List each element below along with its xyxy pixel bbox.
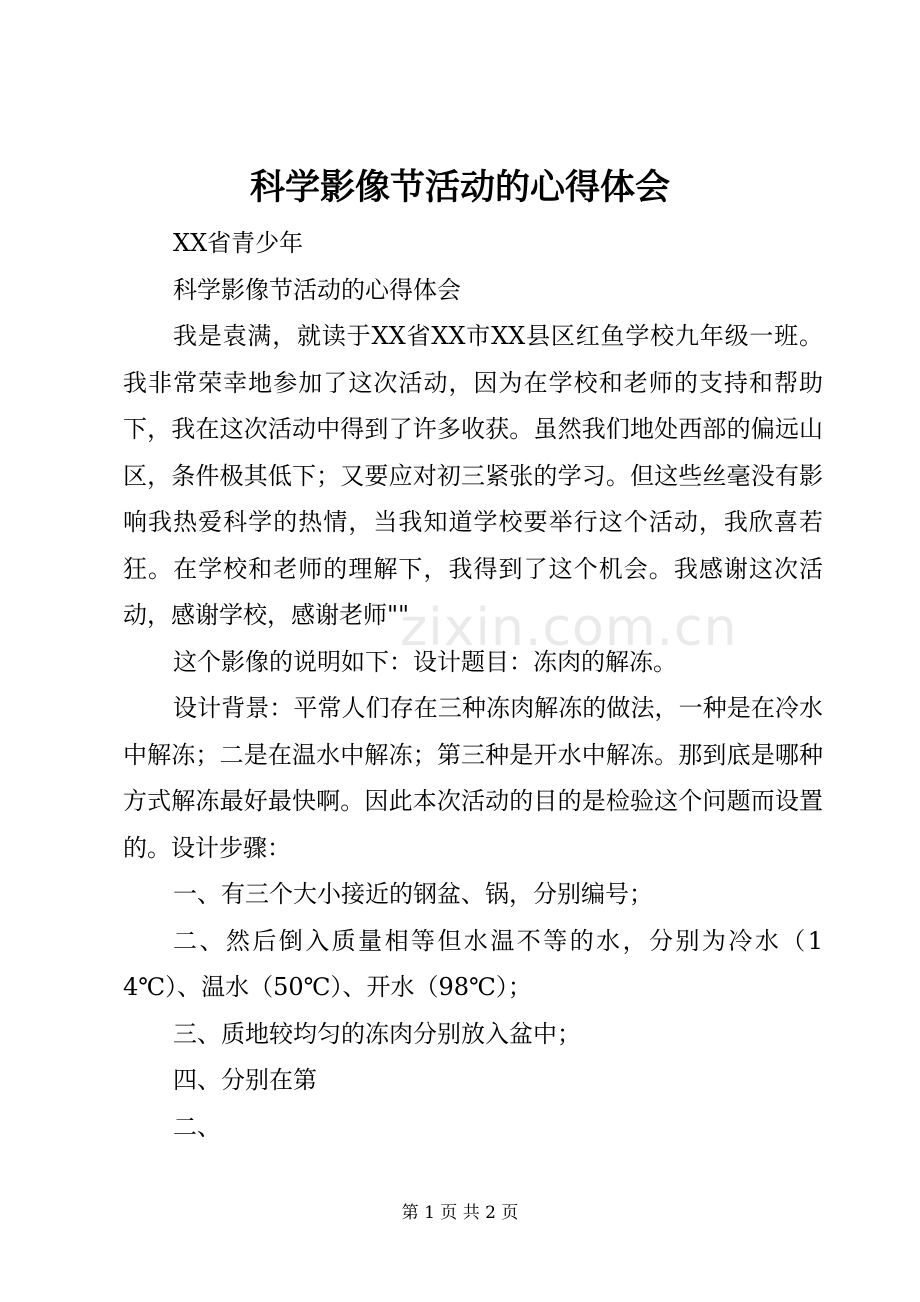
watermark: zixin.com.cn — [400, 598, 738, 658]
paragraph: 设计背景：平常人们存在三种冻肉解冻的做法，一种是在冷水中解冻；二是在温水中解冻；第三种是开水中解冻。那到底是哪种方式解冻最好最快啊。因此本次活动的目的是检验这个问题而设置的。设计步骤： — [123, 694, 823, 862]
paragraph: 三、质地较均匀的冻肉分别放入盆中； — [173, 1019, 581, 1048]
paragraph: XX省青少年 — [173, 229, 304, 257]
paragraph: 科学影像节活动的心得体会 — [173, 275, 461, 304]
document-body — [123, 220, 823, 1150]
paragraph: 我是袁满，就读于XX省XX市XX县区红鱼学校九年级一班。我非常荣幸地参加了这次活动，因为在学校和老师的支持和帮助下，我在这次活动中得到了许多收获。虽然我们地处西部的偏远山区，条件极其低下；又要应对初三紧张的学习。但这些丝毫没有影响我热爱科学的热情，当我知道学校要举行这个活动，我欣喜若狂。在学校和老师的理解下，我得到了这个机会。我感谢这次活动，感谢学校，感谢老师"" — [123, 322, 823, 629]
paragraph: 这个影像的说明如下：设计题目：冻肉的解冻。 — [173, 647, 677, 676]
document-title: 科学影像节活动的心得体会 — [249, 167, 670, 208]
paragraph: 一、有三个大小接近的钢盆、锅，分别编号； — [173, 880, 653, 908]
page-footer: 第 1 页 共 2 页 — [401, 1203, 519, 1223]
paragraph: 二、然后倒入质量相等但水温不等的水，分别为冷水（14℃）、温水（50℃）、开水（98℃）； — [123, 926, 823, 1001]
paragraph: 二、 — [173, 1112, 221, 1141]
paragraph: 四、分别在第 — [173, 1066, 317, 1094]
